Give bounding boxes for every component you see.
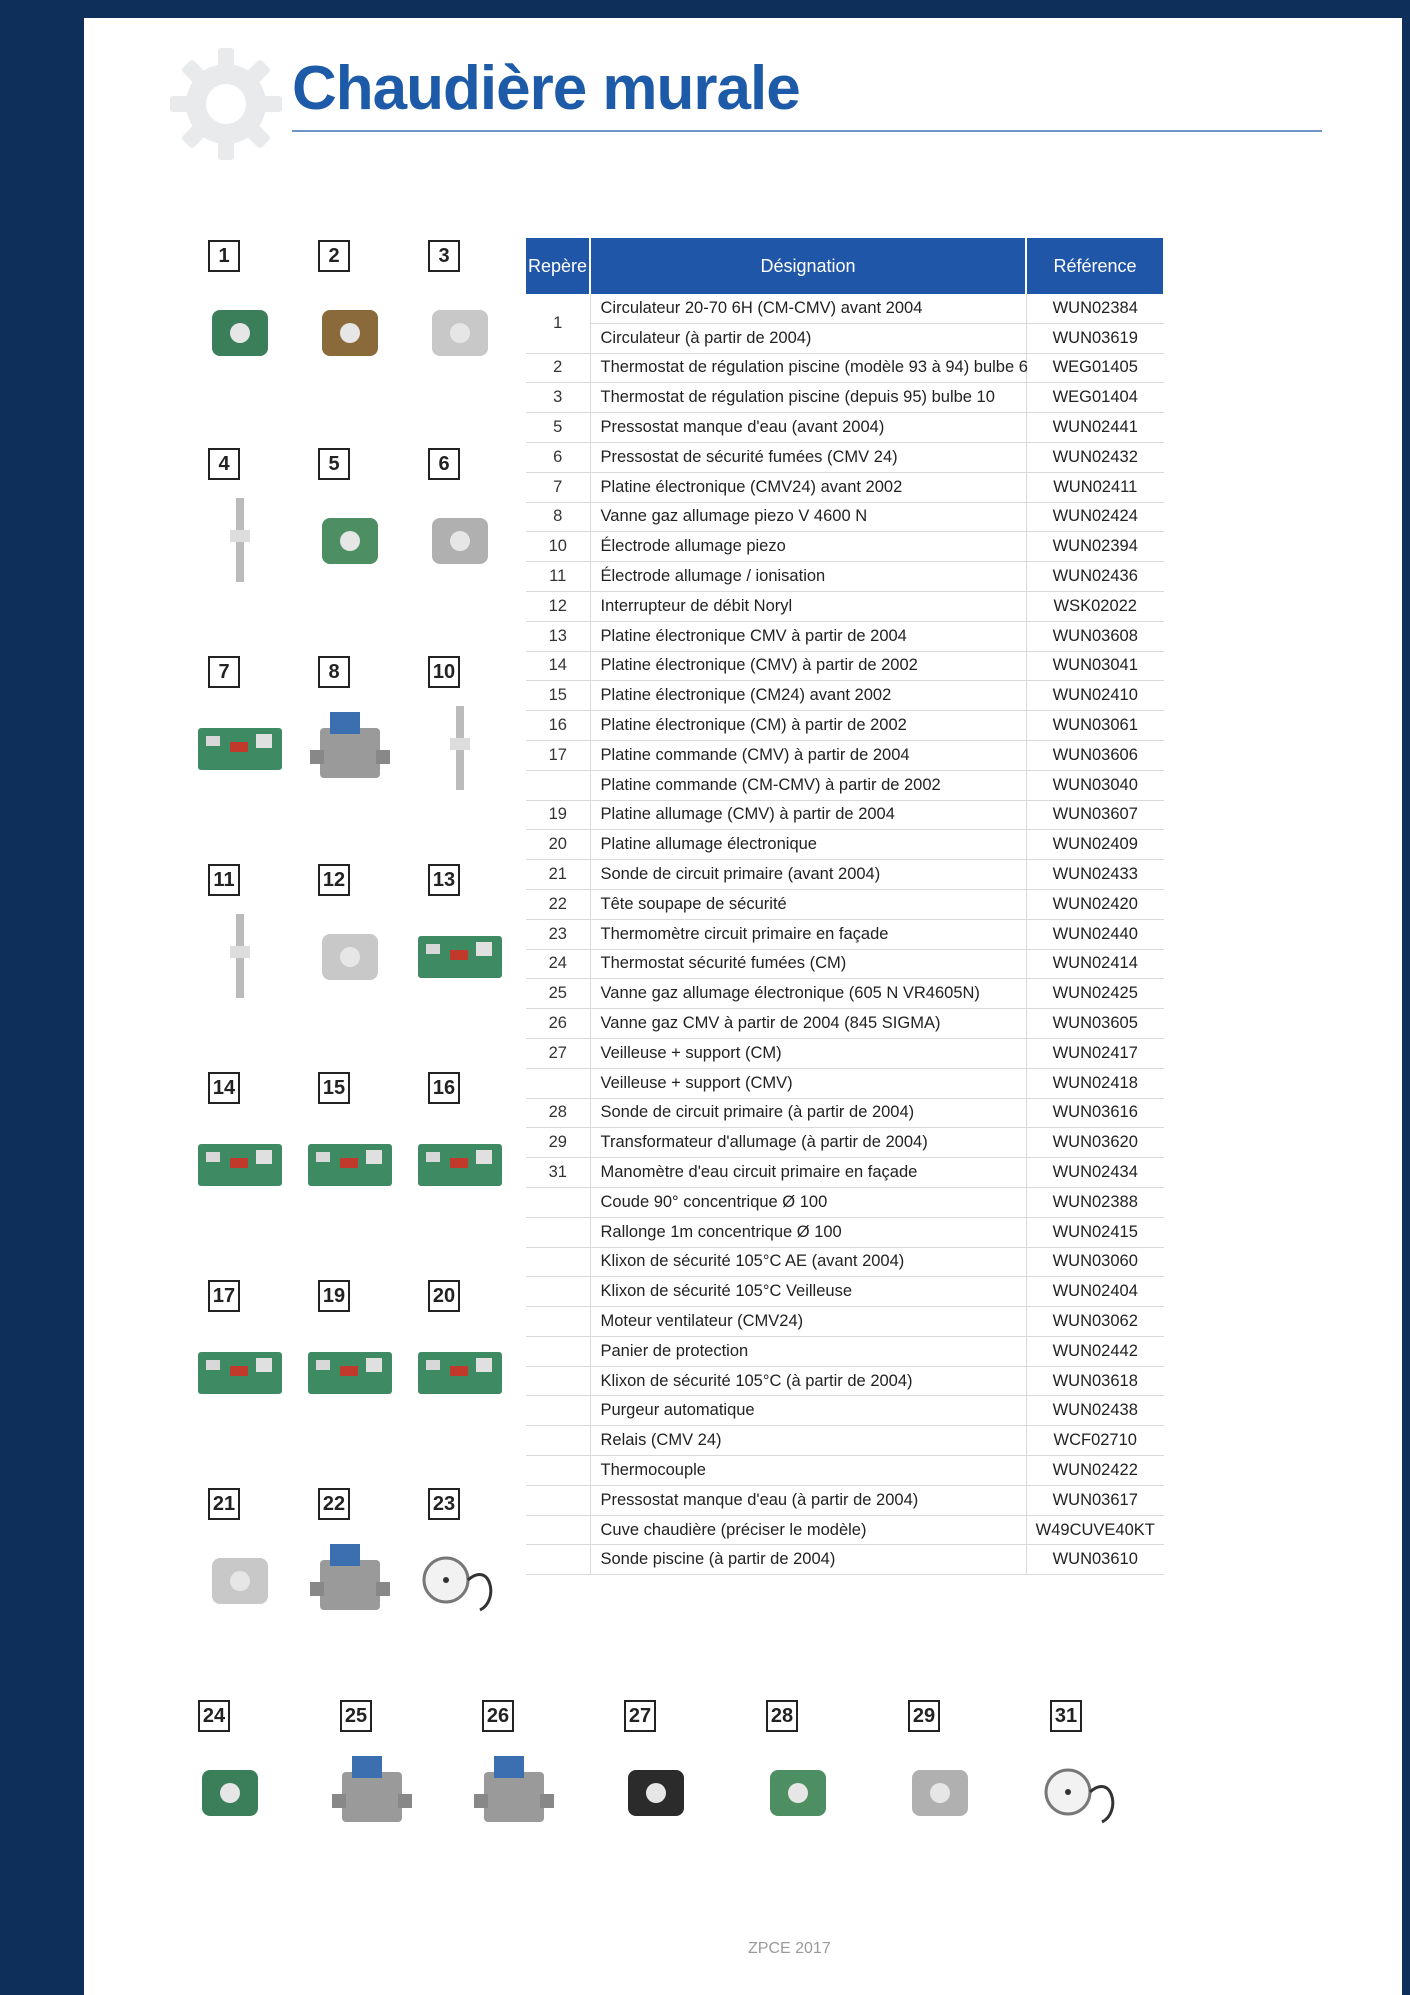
cell-repere: 16 bbox=[526, 711, 590, 741]
page-title: Chaudière murale bbox=[292, 54, 800, 123]
thermostat-bulb-icon bbox=[300, 282, 400, 382]
safety-valve-icon bbox=[300, 1530, 400, 1630]
table-row bbox=[526, 711, 1164, 741]
cell-repere bbox=[526, 1336, 590, 1366]
cell-reference: WUN03619 bbox=[1026, 323, 1164, 353]
cell-reference: WSK02022 bbox=[1026, 591, 1164, 621]
parts-illustration-grid bbox=[190, 240, 510, 1610]
flow-switch-icon bbox=[300, 906, 400, 1006]
cell-repere: 17 bbox=[526, 740, 590, 770]
cell-repere: 3 bbox=[526, 383, 590, 413]
cell-reference: WUN03041 bbox=[1026, 651, 1164, 681]
part-illustration bbox=[300, 240, 410, 440]
part-number-label: 29 bbox=[908, 1700, 940, 1732]
cell-repere: 11 bbox=[526, 562, 590, 592]
cell-repere: 5 bbox=[526, 413, 590, 443]
table-row bbox=[526, 1515, 1164, 1545]
cell-designation: Platine électronique CMV à partir de 2004 bbox=[590, 621, 1026, 651]
cell-repere bbox=[526, 1515, 590, 1545]
table-row bbox=[526, 1336, 1164, 1366]
cell-designation: Pressostat manque d'eau (à partir de 2004) bbox=[590, 1485, 1026, 1515]
cell-reference: WUN02422 bbox=[1026, 1456, 1164, 1486]
pilot-burner-icon bbox=[606, 1742, 706, 1842]
part-number-label: 20 bbox=[428, 1280, 460, 1312]
cell-designation: Platine électronique (CMV) à partir de 2002 bbox=[590, 651, 1026, 681]
part-illustration bbox=[190, 240, 300, 440]
cell-repere bbox=[526, 1396, 590, 1426]
part-illustration bbox=[606, 1700, 726, 1840]
cell-designation: Platine commande (CM-CMV) à partir de 2002 bbox=[590, 770, 1026, 800]
cell-designation: Thermostat de régulation piscine (depuis 95) bulbe 10 bbox=[590, 383, 1026, 413]
cell-reference: WCF02710 bbox=[1026, 1426, 1164, 1456]
part-illustration bbox=[300, 656, 410, 856]
part-number-label: 3 bbox=[428, 240, 460, 272]
part-number-label: 2 bbox=[318, 240, 350, 272]
left-sidebar-band bbox=[0, 0, 84, 1995]
cell-designation: Sonde piscine (à partir de 2004) bbox=[590, 1545, 1026, 1575]
ignition-module-icon bbox=[410, 1322, 510, 1422]
cell-designation: Panier de protection bbox=[590, 1336, 1026, 1366]
part-number-label: 31 bbox=[1050, 1700, 1082, 1732]
cell-designation: Platine allumage (CMV) à partir de 2004 bbox=[590, 800, 1026, 830]
cell-reference: WUN03620 bbox=[1026, 1128, 1164, 1158]
part-number-label: 28 bbox=[766, 1700, 798, 1732]
cell-reference: WUN02409 bbox=[1026, 830, 1164, 860]
part-number-label: 24 bbox=[198, 1700, 230, 1732]
table-row bbox=[526, 681, 1164, 711]
part-illustration bbox=[410, 864, 520, 1064]
part-illustration bbox=[190, 656, 300, 856]
cell-reference: WUN02433 bbox=[1026, 860, 1164, 890]
cell-reference: WUN03062 bbox=[1026, 1307, 1164, 1337]
cell-repere: 19 bbox=[526, 800, 590, 830]
cell-reference: WUN03606 bbox=[1026, 740, 1164, 770]
part-number-label: 12 bbox=[318, 864, 350, 896]
gear-icon bbox=[166, 44, 286, 164]
cell-designation: Platine allumage électronique bbox=[590, 830, 1026, 860]
cell-reference: WUN02411 bbox=[1026, 472, 1164, 502]
cell-designation: Manomètre d'eau circuit primaire en façade bbox=[590, 1158, 1026, 1188]
part-number-label: 15 bbox=[318, 1072, 350, 1104]
cell-reference: WUN02384 bbox=[1026, 294, 1164, 323]
table-row bbox=[526, 1217, 1164, 1247]
part-illustration bbox=[410, 1280, 520, 1480]
gas-valve-icon bbox=[300, 698, 400, 798]
part-number-label: 17 bbox=[208, 1280, 240, 1312]
cell-designation: Klixon de sécurité 105°C AE (avant 2004) bbox=[590, 1247, 1026, 1277]
cell-designation: Pressostat manque d'eau (avant 2004) bbox=[590, 413, 1026, 443]
table-row bbox=[526, 1366, 1164, 1396]
cell-repere: 20 bbox=[526, 830, 590, 860]
table-row bbox=[526, 830, 1164, 860]
part-illustration bbox=[190, 864, 300, 1064]
cell-designation: Thermostat sécurité fumées (CM) bbox=[590, 949, 1026, 979]
cell-repere bbox=[526, 1247, 590, 1277]
table-row bbox=[526, 1426, 1164, 1456]
cell-designation: Pressostat de sécurité fumées (CMV 24) bbox=[590, 442, 1026, 472]
title-underline bbox=[292, 130, 1322, 132]
cell-repere bbox=[526, 1545, 590, 1575]
cell-repere: 31 bbox=[526, 1158, 590, 1188]
part-illustration bbox=[410, 656, 520, 856]
cell-reference: WUN03061 bbox=[1026, 711, 1164, 741]
part-illustration bbox=[890, 1700, 1010, 1840]
cell-repere bbox=[526, 1187, 590, 1217]
table-row bbox=[526, 413, 1164, 443]
part-illustration bbox=[190, 1280, 300, 1480]
cell-designation: Vanne gaz allumage électronique (605 N VR4605N) bbox=[590, 979, 1026, 1009]
cell-reference: WUN02434 bbox=[1026, 1158, 1164, 1188]
table-row bbox=[526, 1128, 1164, 1158]
cell-reference: WUN02438 bbox=[1026, 1396, 1164, 1426]
cell-repere: 22 bbox=[526, 889, 590, 919]
table-row bbox=[526, 562, 1164, 592]
cell-repere: 27 bbox=[526, 1038, 590, 1068]
cell-designation: Vanne gaz allumage piezo V 4600 N bbox=[590, 502, 1026, 532]
top-band bbox=[84, 0, 1410, 18]
part-number-label: 27 bbox=[624, 1700, 656, 1732]
table-row bbox=[526, 353, 1164, 383]
cell-designation: Thermomètre circuit primaire en façade bbox=[590, 919, 1026, 949]
cell-designation: Klixon de sécurité 105°C (à partir de 2004) bbox=[590, 1366, 1026, 1396]
part-illustration bbox=[190, 1072, 300, 1272]
table-row bbox=[526, 1098, 1164, 1128]
cell-reference: WUN02415 bbox=[1026, 1217, 1164, 1247]
circulator-pump-icon bbox=[190, 282, 290, 382]
cell-reference: WUN02440 bbox=[1026, 919, 1164, 949]
cell-repere: 15 bbox=[526, 681, 590, 711]
header-designation: Désignation bbox=[590, 238, 1026, 294]
cell-designation: Tête soupape de sécurité bbox=[590, 889, 1026, 919]
cell-repere: 23 bbox=[526, 919, 590, 949]
table-row bbox=[526, 1456, 1164, 1486]
table-row bbox=[526, 294, 1164, 323]
part-number-label: 10 bbox=[428, 656, 460, 688]
cell-designation: Veilleuse + support (CMV) bbox=[590, 1068, 1026, 1098]
cell-reference: WUN02417 bbox=[1026, 1038, 1164, 1068]
table-row bbox=[526, 919, 1164, 949]
table-row bbox=[526, 740, 1164, 770]
part-illustration bbox=[322, 1700, 442, 1840]
cell-designation: Thermocouple bbox=[590, 1456, 1026, 1486]
cell-designation: Cuve chaudière (préciser le modèle) bbox=[590, 1515, 1026, 1545]
table-header-row bbox=[526, 238, 1164, 294]
thermometer-icon bbox=[410, 1530, 510, 1630]
cell-repere: 26 bbox=[526, 1009, 590, 1039]
cell-designation: Sonde de circuit primaire (à partir de 2004) bbox=[590, 1098, 1026, 1128]
cell-reference: WUN03618 bbox=[1026, 1366, 1164, 1396]
cell-designation: Moteur ventilateur (CMV24) bbox=[590, 1307, 1026, 1337]
cell-repere: 13 bbox=[526, 621, 590, 651]
table-row bbox=[526, 651, 1164, 681]
cell-designation: Platine électronique (CM) à partir de 2002 bbox=[590, 711, 1026, 741]
cell-reference: WUN03605 bbox=[1026, 1009, 1164, 1039]
table-row bbox=[526, 1277, 1164, 1307]
cell-designation: Sonde de circuit primaire (avant 2004) bbox=[590, 860, 1026, 890]
part-number-label: 19 bbox=[318, 1280, 350, 1312]
temperature-sensor-icon bbox=[190, 1530, 290, 1630]
table-row bbox=[526, 979, 1164, 1009]
table-row bbox=[526, 472, 1164, 502]
part-illustration bbox=[464, 1700, 584, 1840]
cell-reference: W49CUVE40KT bbox=[1026, 1515, 1164, 1545]
cell-reference: WUN02425 bbox=[1026, 979, 1164, 1009]
part-number-label: 5 bbox=[318, 448, 350, 480]
cell-designation: Circulateur 20-70 6H (CM-CMV) avant 2004 bbox=[590, 294, 1026, 323]
part-number-label: 21 bbox=[208, 1488, 240, 1520]
cell-designation: Transformateur d'allumage (à partir de 2004) bbox=[590, 1128, 1026, 1158]
header-repere: Repère bbox=[526, 238, 590, 294]
cell-reference: WUN02436 bbox=[1026, 562, 1164, 592]
parts-illustration-row bbox=[180, 1700, 1160, 1840]
cell-designation: Électrode allumage / ionisation bbox=[590, 562, 1026, 592]
footer-text: ZPCE 2017 bbox=[748, 1940, 831, 1957]
ignition-board-icon bbox=[300, 1322, 400, 1422]
part-illustration bbox=[1032, 1700, 1152, 1840]
table-row bbox=[526, 442, 1164, 472]
cell-repere: 2 bbox=[526, 353, 590, 383]
part-number-label: 1 bbox=[208, 240, 240, 272]
parts-table bbox=[526, 238, 1165, 1575]
cell-reference: WUN03607 bbox=[1026, 800, 1164, 830]
table-row bbox=[526, 770, 1164, 800]
cell-reference: WUN02420 bbox=[1026, 889, 1164, 919]
part-number-label: 11 bbox=[208, 864, 240, 896]
cell-repere: 14 bbox=[526, 651, 590, 681]
table-row bbox=[526, 1009, 1164, 1039]
pressure-gauge-icon bbox=[1032, 1742, 1132, 1842]
sensor-probe-icon bbox=[190, 490, 290, 590]
part-illustration bbox=[300, 1280, 410, 1480]
part-illustration bbox=[410, 240, 520, 440]
cell-repere bbox=[526, 1366, 590, 1396]
cell-repere: 28 bbox=[526, 1098, 590, 1128]
table-row bbox=[526, 323, 1164, 353]
part-number-label: 4 bbox=[208, 448, 240, 480]
table-row bbox=[526, 591, 1164, 621]
circuit-board-icon bbox=[410, 906, 510, 1006]
part-illustration bbox=[748, 1700, 868, 1840]
cell-repere bbox=[526, 1485, 590, 1515]
cell-repere: 29 bbox=[526, 1128, 590, 1158]
circuit-board-icon bbox=[300, 1114, 400, 1214]
cell-reference: WUN03617 bbox=[1026, 1485, 1164, 1515]
part-number-label: 26 bbox=[482, 1700, 514, 1732]
part-illustration bbox=[300, 448, 410, 648]
table-row bbox=[526, 860, 1164, 890]
circuit-board-icon bbox=[190, 698, 290, 798]
cell-repere: 12 bbox=[526, 591, 590, 621]
cell-designation: Platine commande (CMV) à partir de 2004 bbox=[590, 740, 1026, 770]
table-row bbox=[526, 1068, 1164, 1098]
header-reference: Référence bbox=[1026, 238, 1164, 294]
cell-designation: Purgeur automatique bbox=[590, 1396, 1026, 1426]
part-illustration bbox=[180, 1700, 300, 1840]
cell-reference: WUN02414 bbox=[1026, 949, 1164, 979]
table-row bbox=[526, 1307, 1164, 1337]
cell-designation: Électrode allumage piezo bbox=[590, 532, 1026, 562]
cell-repere bbox=[526, 1068, 590, 1098]
table-row bbox=[526, 1038, 1164, 1068]
cell-reference: WUN03616 bbox=[1026, 1098, 1164, 1128]
part-illustration bbox=[410, 1072, 520, 1272]
cell-designation: Thermostat de régulation piscine (modèle 93 à 94) bulbe 6 bbox=[590, 353, 1026, 383]
cell-reference: WUN02432 bbox=[1026, 442, 1164, 472]
control-board-icon bbox=[190, 1322, 290, 1422]
part-illustration bbox=[300, 864, 410, 1064]
table-row bbox=[526, 1545, 1164, 1575]
cell-designation: Platine électronique (CMV24) avant 2002 bbox=[590, 472, 1026, 502]
electrode-icon bbox=[410, 698, 510, 798]
cell-reference: WUN03610 bbox=[1026, 1545, 1164, 1575]
cell-designation: Coude 90° concentrique Ø 100 bbox=[590, 1187, 1026, 1217]
cell-repere: 1 bbox=[526, 294, 590, 353]
table-row bbox=[526, 532, 1164, 562]
right-edge-band bbox=[1402, 0, 1410, 1995]
circuit-board-icon bbox=[190, 1114, 290, 1214]
part-number-label: 16 bbox=[428, 1072, 460, 1104]
flue-pressure-switch-icon bbox=[410, 490, 510, 590]
cell-repere bbox=[526, 1217, 590, 1247]
cell-reference: WUN02418 bbox=[1026, 1068, 1164, 1098]
cell-repere: 7 bbox=[526, 472, 590, 502]
pressure-switch-icon bbox=[300, 490, 400, 590]
temperature-sensor-icon bbox=[748, 1742, 848, 1842]
cell-repere bbox=[526, 770, 590, 800]
cell-reference: WUN02424 bbox=[1026, 502, 1164, 532]
part-illustration bbox=[300, 1072, 410, 1272]
cell-designation: Interrupteur de débit Noryl bbox=[590, 591, 1026, 621]
cell-repere bbox=[526, 1277, 590, 1307]
cell-repere: 24 bbox=[526, 949, 590, 979]
table-row bbox=[526, 1247, 1164, 1277]
cell-reference: WEG01405 bbox=[1026, 353, 1164, 383]
parts-table-container bbox=[526, 238, 1164, 1575]
table-row bbox=[526, 1396, 1164, 1426]
part-number-label: 25 bbox=[340, 1700, 372, 1732]
cell-designation: Circulateur (à partir de 2004) bbox=[590, 323, 1026, 353]
cell-repere: 6 bbox=[526, 442, 590, 472]
part-illustration bbox=[410, 448, 520, 648]
part-illustration bbox=[190, 1488, 300, 1688]
part-illustration bbox=[410, 1488, 520, 1688]
part-number-label: 6 bbox=[428, 448, 460, 480]
ignition-transformer-icon bbox=[890, 1742, 990, 1842]
part-illustration bbox=[300, 1488, 410, 1688]
cell-reference: WUN02404 bbox=[1026, 1277, 1164, 1307]
cell-reference: WUN03060 bbox=[1026, 1247, 1164, 1277]
cell-reference: WUN02442 bbox=[1026, 1336, 1164, 1366]
table-row bbox=[526, 949, 1164, 979]
cell-designation: Vanne gaz CMV à partir de 2004 (845 SIGMA) bbox=[590, 1009, 1026, 1039]
part-number-label: 8 bbox=[318, 656, 350, 688]
ignition-electrode-icon bbox=[190, 906, 290, 1006]
cell-repere: 25 bbox=[526, 979, 590, 1009]
table-row bbox=[526, 1158, 1164, 1188]
table-row bbox=[526, 621, 1164, 651]
cell-reference: WEG01404 bbox=[1026, 383, 1164, 413]
cell-reference: WUN03608 bbox=[1026, 621, 1164, 651]
cell-reference: WUN02410 bbox=[1026, 681, 1164, 711]
table-row bbox=[526, 1187, 1164, 1217]
cell-reference: WUN02388 bbox=[1026, 1187, 1164, 1217]
thermostat-capillary-icon bbox=[410, 282, 510, 382]
part-number-label: 13 bbox=[428, 864, 460, 896]
gas-valve-icon bbox=[322, 1742, 422, 1842]
cell-repere bbox=[526, 1426, 590, 1456]
cell-designation: Veilleuse + support (CM) bbox=[590, 1038, 1026, 1068]
cell-repere: 10 bbox=[526, 532, 590, 562]
part-illustration bbox=[190, 448, 300, 648]
part-number-label: 14 bbox=[208, 1072, 240, 1104]
cell-repere: 21 bbox=[526, 860, 590, 890]
part-number-label: 7 bbox=[208, 656, 240, 688]
cell-designation: Rallonge 1m concentrique Ø 100 bbox=[590, 1217, 1026, 1247]
table-row bbox=[526, 383, 1164, 413]
table-row bbox=[526, 889, 1164, 919]
part-number-label: 23 bbox=[428, 1488, 460, 1520]
cell-designation: Platine électronique (CM24) avant 2002 bbox=[590, 681, 1026, 711]
cell-reference: WUN02394 bbox=[1026, 532, 1164, 562]
gas-valve-sigma-icon bbox=[464, 1742, 564, 1842]
cell-reference: WUN02441 bbox=[1026, 413, 1164, 443]
table-row bbox=[526, 1485, 1164, 1515]
circuit-board-icon bbox=[410, 1114, 510, 1214]
cell-designation: Relais (CMV 24) bbox=[590, 1426, 1026, 1456]
table-row bbox=[526, 502, 1164, 532]
safety-thermostat-icon bbox=[180, 1742, 280, 1842]
table-row bbox=[526, 800, 1164, 830]
cell-repere bbox=[526, 1307, 590, 1337]
cell-repere bbox=[526, 1456, 590, 1486]
cell-reference: WUN03040 bbox=[1026, 770, 1164, 800]
part-number-label: 22 bbox=[318, 1488, 350, 1520]
cell-repere: 8 bbox=[526, 502, 590, 532]
cell-designation: Klixon de sécurité 105°C Veilleuse bbox=[590, 1277, 1026, 1307]
